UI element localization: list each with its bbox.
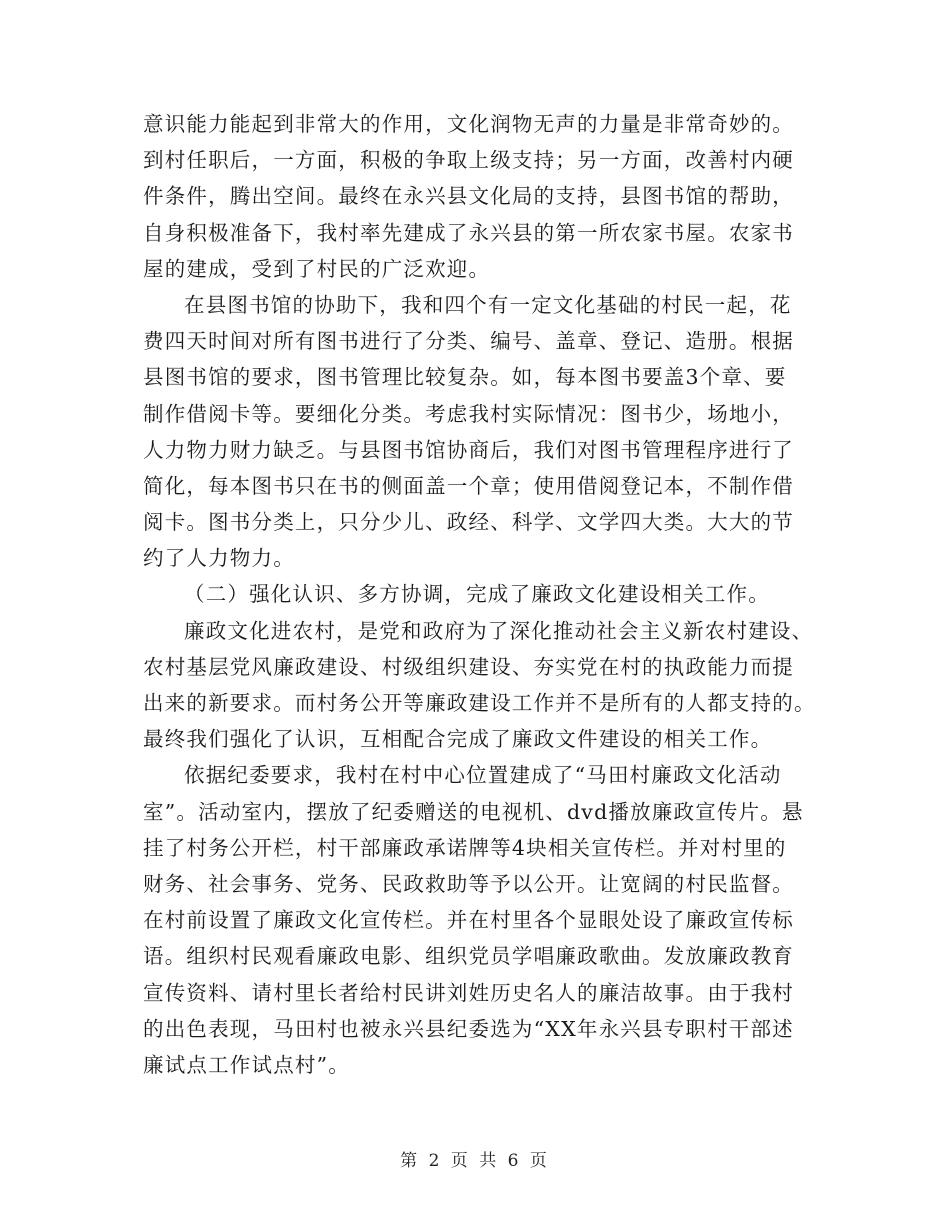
- text-line: 简化，每本图书只在书的侧面盖一个章；使用借阅登记本，不制作借: [143, 473, 794, 498]
- text-line: 到村任职后，一方面，积极的争取上级支持；另一方面，改善村内硬: [143, 148, 794, 173]
- text-line: 廉政文化进农村，是党和政府为了深化推动社会主义新农村建设、: [184, 618, 814, 643]
- text-line: 人力物力财力缺乏。与县图书馆协商后，我们对图书管理程序进行了: [143, 437, 794, 462]
- text-line: 阅卡。图书分类上，只分少儿、政经、科学、文学四大类。大大的节: [143, 510, 794, 535]
- text-line: 意识能力能起到非常大的作用，文化润物无声的力量是非常奇妙的。: [143, 112, 794, 136]
- text-line: 费四天时间对所有图书进行了分类、编号、盖章、登记、造册。根据: [143, 329, 794, 354]
- text-line: 农村基层党风廉政建设、村级组织建设、夯实党在村的执政能力而提: [143, 654, 794, 679]
- text-line: 财务、社会事务、党务、民政救助等予以公开。让宽阔的村民监督。: [143, 871, 794, 896]
- text-line: 自身积极准备下，我村率先建成了永兴县的第一所农家书屋。农家书: [143, 220, 794, 245]
- text-line: 县图书馆的要求，图书管理比较复杂。如，每本图书要盖3个章、要: [143, 365, 787, 390]
- text-line: 挂了村务公开栏，村干部廉政承诺牌等4块相关宣传栏。并对村里的: [143, 835, 787, 860]
- text-line: 的出色表现，马田村也被永兴县纪委选为“XX年永兴县专职村干部述: [143, 1016, 794, 1041]
- text-line: 约了人力物力。: [143, 546, 295, 571]
- text-line: 在村前设置了廉政文化宣传栏。并在村里各个显眼处设了廉政宣传标: [143, 908, 794, 933]
- text-line: 件条件，腾出空间。最终在永兴县文化局的支持，县图书馆的帮助，: [143, 184, 794, 209]
- text-line: 廉试点工作试点村”。: [143, 1052, 350, 1077]
- text-line: 语。组织村民观看廉政电影、组织党员学唱廉政歌曲。发放廉政教育: [143, 944, 794, 969]
- text-line: （二）强化认识、多方协调，完成了廉政文化建设相关工作。: [184, 582, 770, 607]
- text-line: 屋的建成，受到了村民的广泛欢迎。: [143, 256, 491, 281]
- text-line: 最终我们强化了认识，互相配合完成了廉政文件建设的相关工作。: [143, 727, 773, 752]
- text-line: 依据纪委要求，我村在村中心位置建成了“马田村廉政文化活动: [184, 763, 782, 788]
- text-line: 在县图书馆的协助下，我和四个有一定文化基础的村民一起，花: [184, 292, 792, 317]
- page-footer: 第 2 页 共 6 页: [400, 1151, 550, 1171]
- text-line: 制作借阅卡等。要细化分类。考虑我村实际情况：图书少，场地小，: [143, 401, 794, 426]
- text-line: 宣传资料、请村里长者给村民讲刘姓历史名人的廉洁故事。由于我村: [143, 980, 794, 1005]
- text-line: 出来的新要求。而村务公开等廉政建设工作并不是所有的人都支持的。: [143, 691, 816, 715]
- body-text: [143, 106, 816, 1083]
- text-line: 室”。活动室内，摆放了纪委赠送的电视机、dvd播放廉政宣传片。悬: [143, 799, 804, 824]
